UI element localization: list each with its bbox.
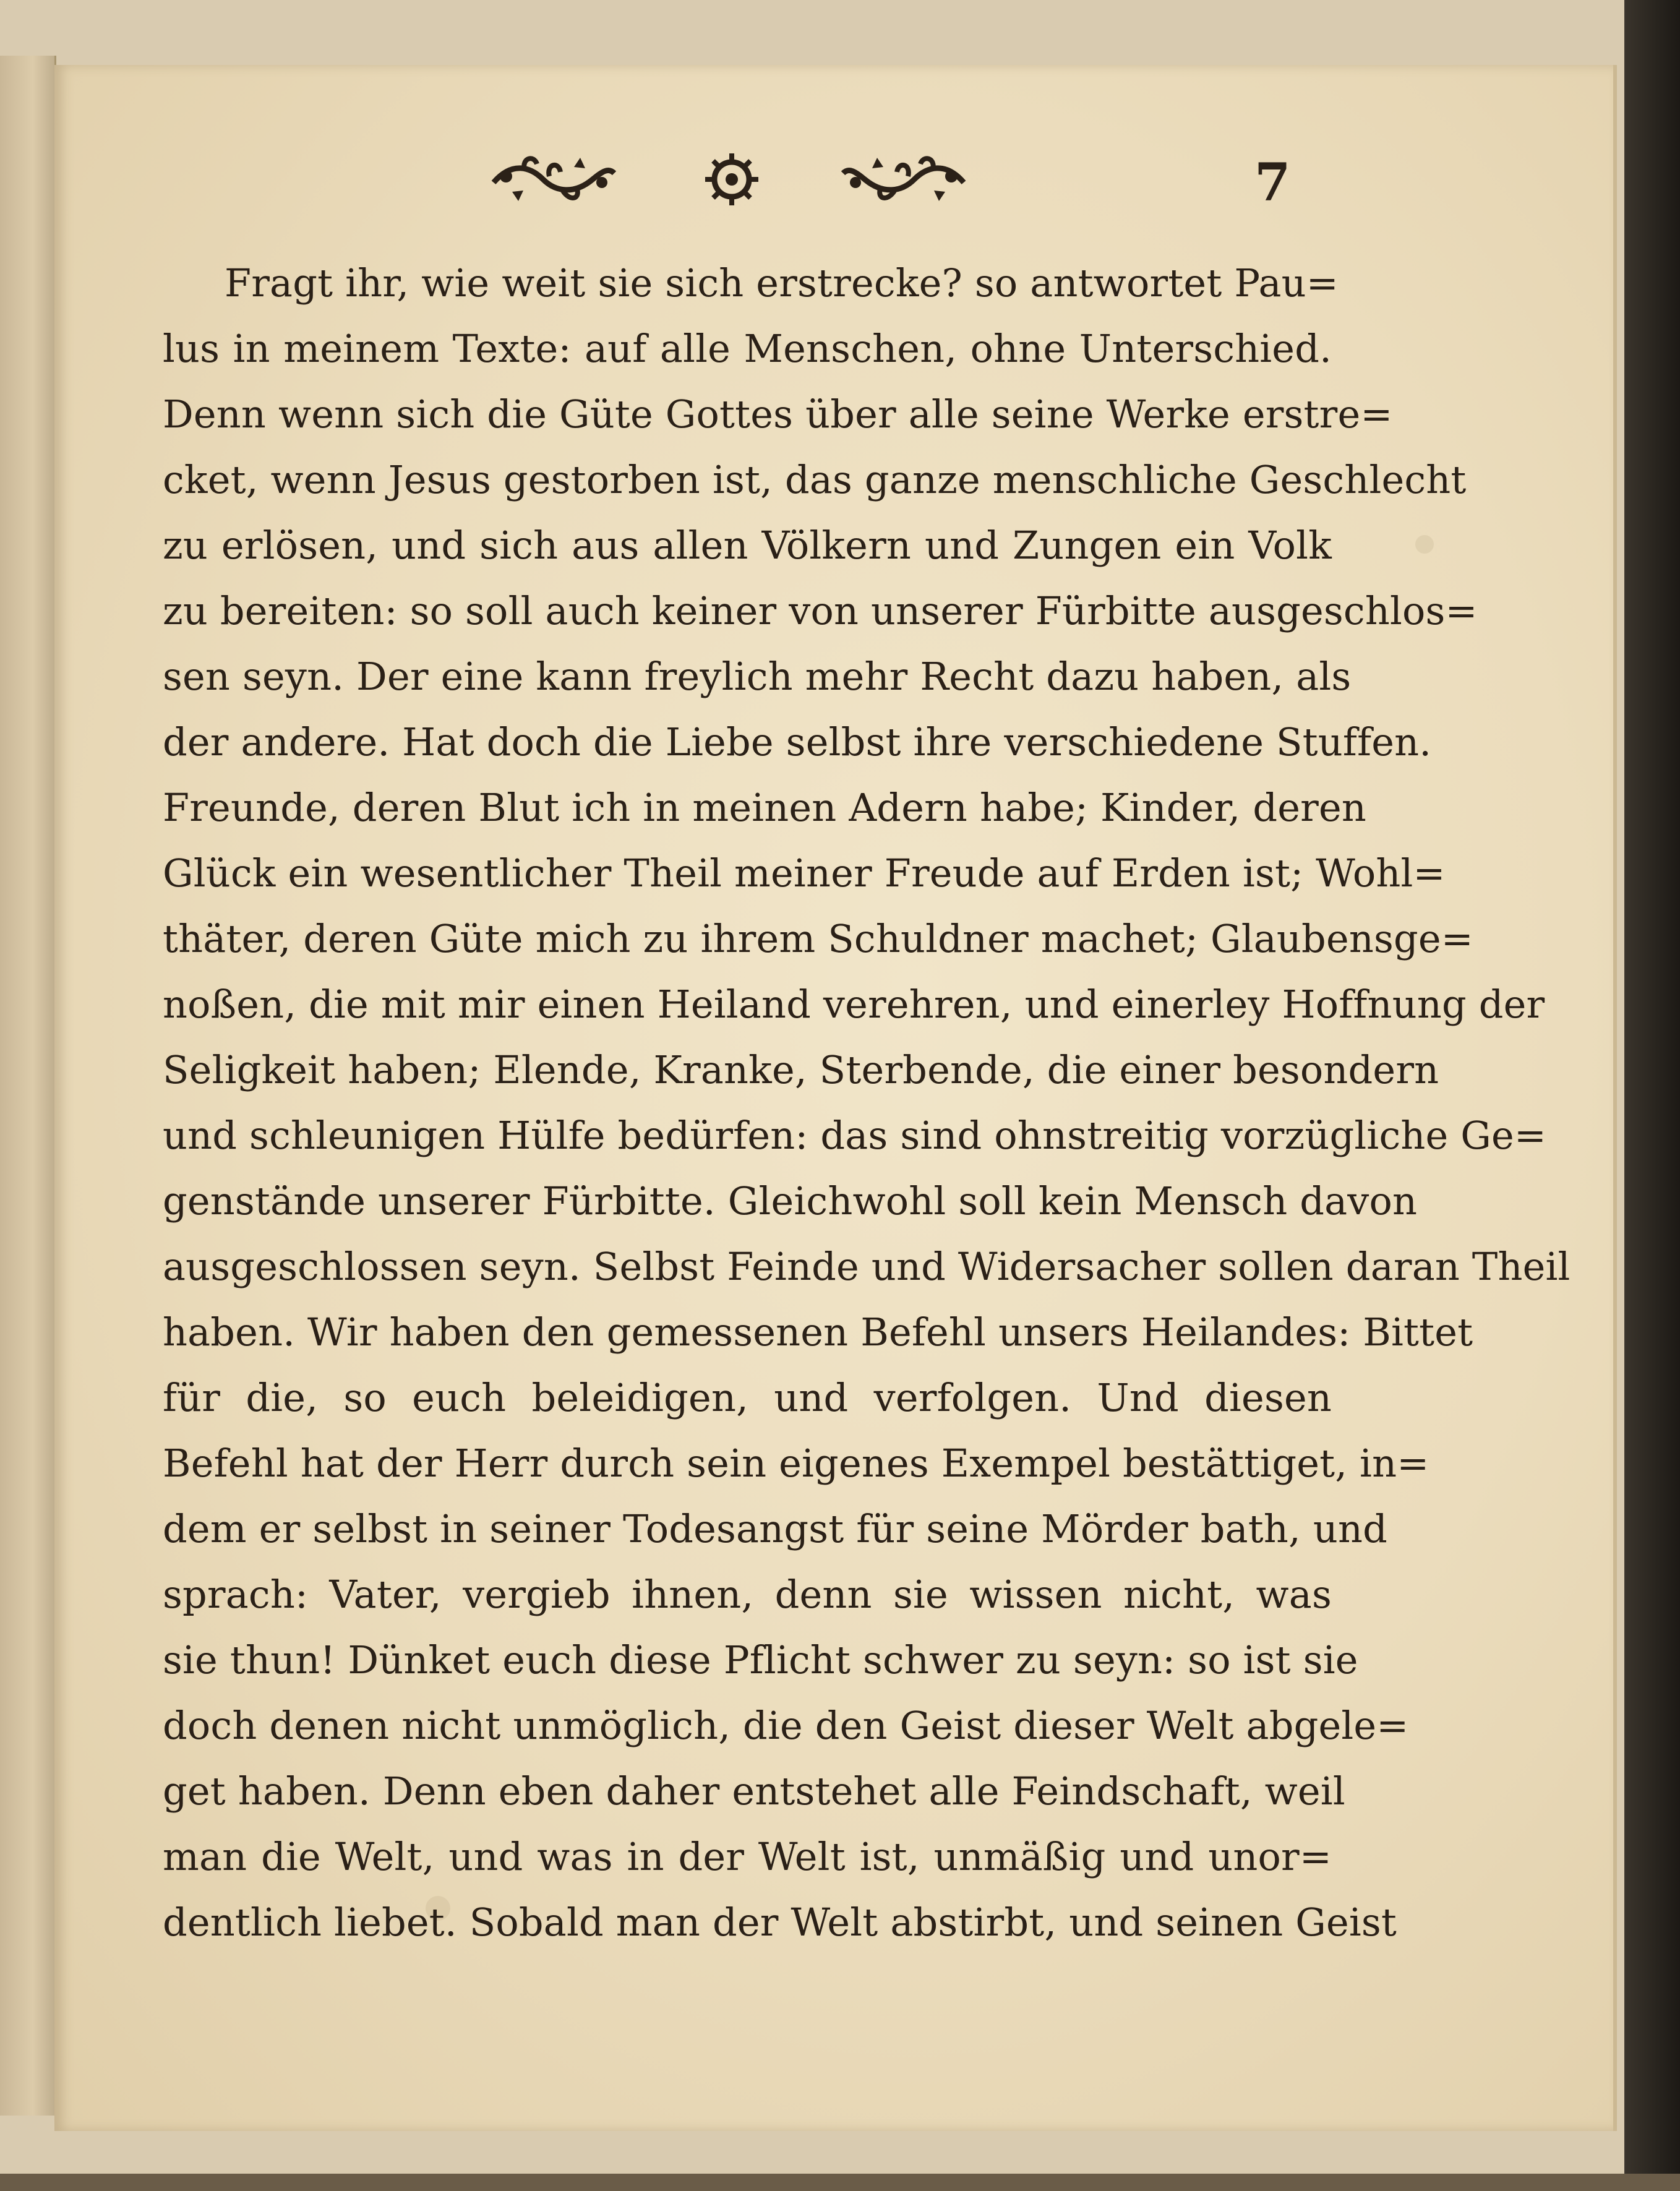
text-line: man die Welt, und was in der Welt ist, unmäßig und unor= [163, 1834, 1332, 1879]
text-line: doch denen nicht unmöglich, die den Geist dieser Welt abgele= [163, 1703, 1409, 1748]
text-line: Freunde, deren Blut ich in meinen Adern habe; Kinder, deren [163, 785, 1366, 830]
text-line: get haben. Denn eben daher entstehet alle Feindschaft, weil [163, 1769, 1345, 1814]
paper-stain [1415, 535, 1434, 554]
text-line: thäter, deren Güte mich zu ihrem Schuldner machet; Glaubensge= [163, 916, 1473, 961]
text-line: dem er selbst in seiner Todesangst für seine Mörder bath, und [163, 1506, 1387, 1551]
rosette-icon [698, 148, 766, 210]
text-line: sen seyn. Der eine kann freylich mehr Recht dazu haben, als [163, 654, 1352, 699]
text-line: Denn wenn sich die Güte Gottes über alle seine Werke erstre= [163, 392, 1393, 437]
fleuron-left-icon [487, 148, 617, 210]
page-header [54, 148, 1613, 241]
text-line: Seligkeit haben; Elende, Kranke, Sterbende, die einer besondern [163, 1047, 1439, 1092]
body-text [163, 251, 1571, 1955]
text-line: zu erlösen, und sich aus allen Völkern und Zungen ein Volk [163, 523, 1332, 568]
page-number: 7 [1254, 152, 1291, 213]
text-line: haben. Wir haben den gemessenen Befehl unsers Heilandes: Bittet [163, 1310, 1473, 1355]
text-line: lus in meinem Texte: auf alle Menschen, ohne Unterschied. [163, 326, 1332, 371]
text-line: zu bereiten: so soll auch keiner von unserer Fürbitte ausgeschlos= [163, 588, 1478, 633]
text-line: Befehl hat der Herr durch sein eigenes Exempel bestättiget, in= [163, 1441, 1429, 1486]
text-line: dentlich liebet. Sobald man der Welt abstirbt, und seinen Geist [163, 1900, 1397, 1945]
text-line: Fragt ihr, wie weit sie sich erstrecke? so antwortet Pau= [225, 260, 1339, 306]
book-page [54, 65, 1617, 2131]
fleuron-right-icon [840, 148, 970, 210]
text-line: Glück ein wesentlicher Theil meiner Freude auf Erden ist; Wohl= [163, 851, 1446, 896]
text-line: der andere. Hat doch die Liebe selbst ihre verschiedene Stuffen. [163, 719, 1432, 765]
text-line: für die, so euch beleidigen, und verfolgen. Und diesen [163, 1375, 1332, 1420]
text-line: genstände unserer Fürbitte. Gleichwohl soll kein Mensch davon [163, 1178, 1418, 1224]
text-line: sie thun! Dünket euch diese Pflicht schwer zu seyn: so ist sie [163, 1637, 1358, 1683]
text-line: und schleunigen Hülfe bedürfen: das sind ohnstreitig vorzügliche Ge= [163, 1113, 1547, 1158]
text-line: ausgeschlossen seyn. Selbst Feinde und Widersacher sollen daran Theil [163, 1244, 1571, 1289]
text-line: cket, wenn Jesus gestorben ist, das ganze menschliche Geschlecht [163, 457, 1467, 502]
text-line: noßen, die mit mir einen Heiland verehren, und einerley Hoffnung der [163, 982, 1545, 1027]
scan-background [1624, 0, 1680, 2191]
text-line: sprach: Vater, vergieb ihnen, denn sie wissen nicht, was [163, 1572, 1332, 1617]
previous-page-edge [0, 56, 56, 2116]
scan-bottom-edge [0, 2174, 1680, 2191]
